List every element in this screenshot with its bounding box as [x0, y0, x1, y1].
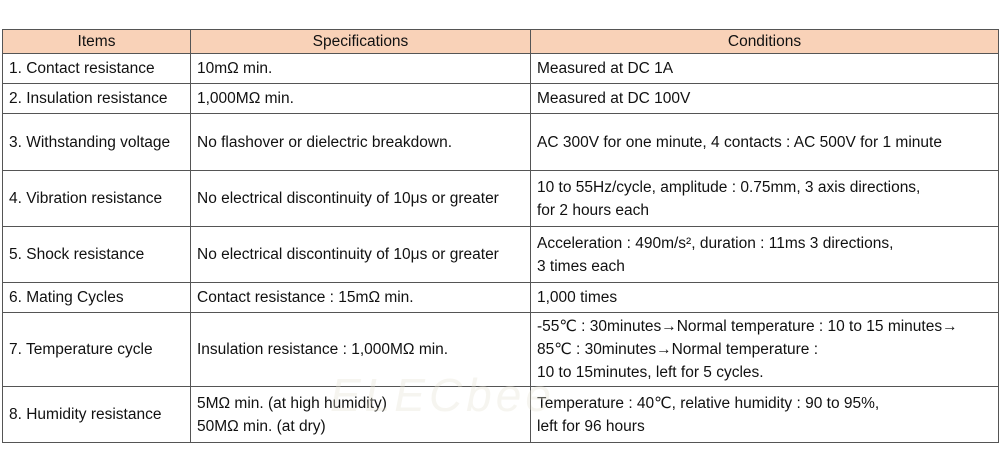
condition-cell: [531, 313, 999, 387]
table-row: [3, 227, 999, 283]
spec-cell: [191, 227, 531, 283]
spec-cell: [191, 313, 531, 387]
table-row: [3, 387, 999, 443]
spec-cell: [191, 84, 531, 114]
condition-line: 85℃ : 30minutes→Normal temperature :: [537, 341, 819, 358]
item-cell: 4. Vibration resistance: [3, 171, 191, 227]
spec-cell: [191, 171, 531, 227]
item-cell: 1. Contact resistance: [3, 54, 191, 84]
item-cell: 5. Shock resistance: [3, 227, 191, 283]
spec-line: 10mΩ min.: [197, 60, 273, 77]
condition-line: Temperature : 40℃, relative humidity : 90 to 95%,: [537, 394, 880, 412]
spec-cell: [191, 283, 531, 313]
spec-table: [2, 29, 999, 443]
condition-line: 10 to 55Hz/cycle, amplitude : 0.75mm, 3 axis directions,: [537, 178, 921, 196]
spec-line: 1,000MΩ min.: [197, 90, 294, 107]
condition-line: for 2 hours each: [537, 201, 650, 219]
spec-line: No flashover or dielectric breakdown.: [197, 133, 453, 151]
item-cell: 2. Insulation resistance: [3, 84, 191, 114]
condition-cell: [531, 84, 999, 114]
item-cell: 6. Mating Cycles: [3, 283, 191, 313]
condition-line: Measured at DC 1A: [537, 60, 674, 77]
item-cell: 8. Humidity resistance: [3, 387, 191, 443]
spec-cell: [191, 54, 531, 84]
table-row: [3, 283, 999, 313]
spec-line: No electrical discontinuity of 10μs or greater: [197, 246, 499, 263]
table-row: [3, 54, 999, 84]
table-row: [3, 84, 999, 114]
table-row: [3, 171, 999, 227]
spec-line: Contact resistance : 15mΩ min.: [197, 289, 414, 306]
table-row: [3, 114, 999, 171]
condition-cell: [531, 283, 999, 313]
item-cell: 7. Temperature cycle: [3, 313, 191, 387]
condition-line: AC 300V for one minute, 4 contacts : AC 500V for 1 minute: [537, 133, 942, 151]
table-row: [3, 313, 999, 387]
header-items: Items: [3, 30, 191, 54]
condition-line: -55℃ : 30minutes→Normal temperature : 10 to 15 minutes→: [537, 318, 958, 335]
item-cell: 3. Withstanding voltage: [3, 114, 191, 171]
spec-line: Insulation resistance : 1,000MΩ min.: [197, 341, 449, 358]
condition-line: 10 to 15minutes, left for 5 cycles.: [537, 364, 764, 381]
spec-line: No electrical discontinuity of 10μs or greater: [197, 190, 499, 207]
condition-line: Measured at DC 100V: [537, 90, 691, 107]
condition-cell: [531, 227, 999, 283]
condition-cell: [531, 114, 999, 171]
spec-line: 50MΩ min. (at dry): [197, 417, 326, 435]
condition-cell: [531, 54, 999, 84]
header-specifications: Specifications: [191, 30, 531, 54]
condition-line: left for 96 hours: [537, 417, 645, 435]
spec-line: 5MΩ min. (at high humidity): [197, 394, 387, 412]
header-conditions: Conditions: [531, 30, 999, 54]
condition-line: 3 times each: [537, 257, 625, 275]
condition-cell: [531, 387, 999, 443]
table-header-row: [3, 30, 999, 54]
watermark: ELECbee: [330, 369, 555, 421]
condition-cell: [531, 171, 999, 227]
condition-line: 1,000 times: [537, 289, 618, 306]
spec-cell: [191, 114, 531, 171]
condition-line: Acceleration : 490m/s², duration : 11ms 3 directions,: [537, 234, 894, 252]
spec-cell: [191, 387, 531, 443]
